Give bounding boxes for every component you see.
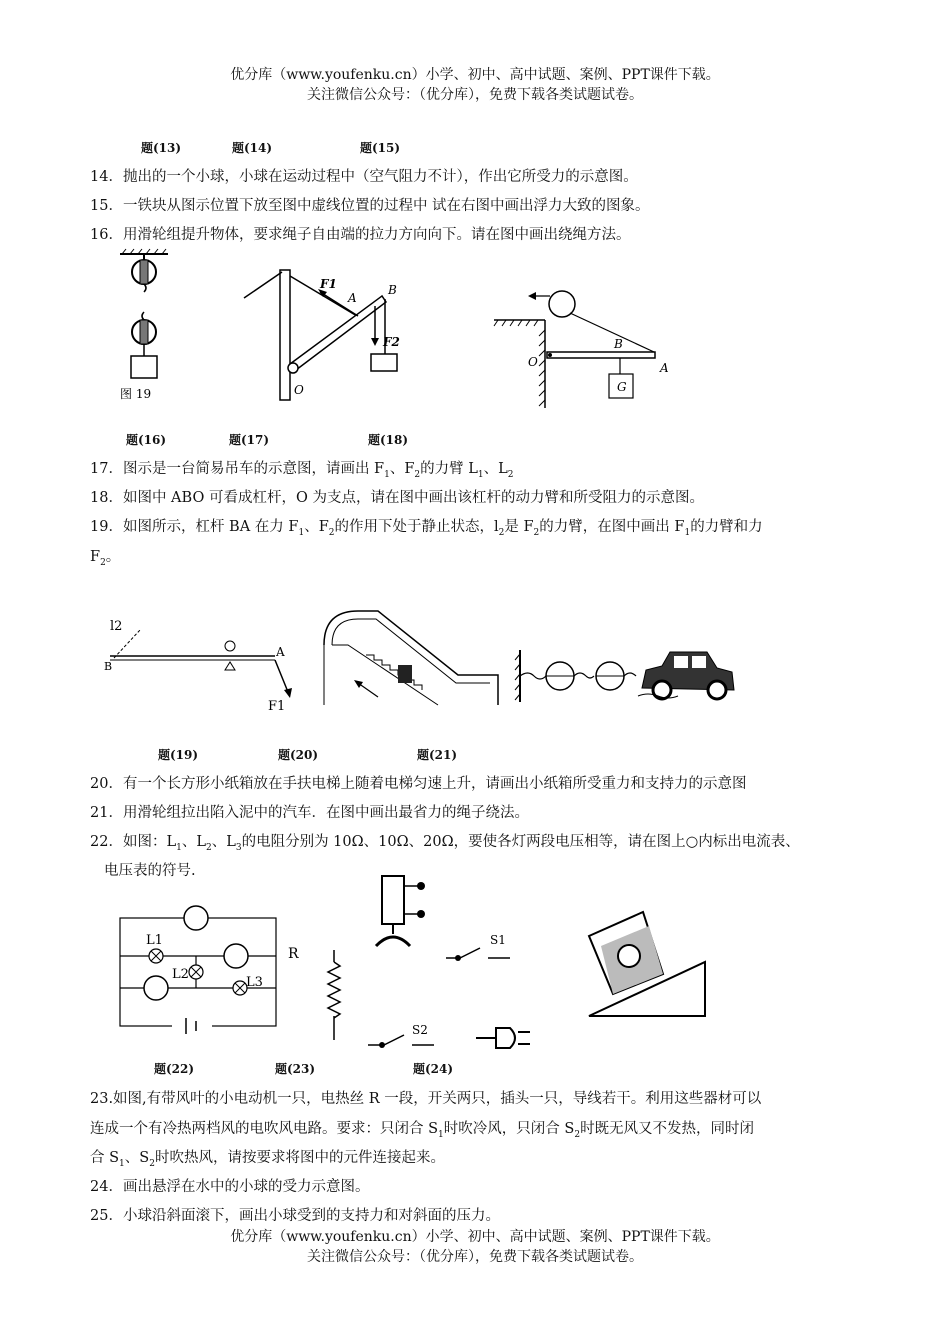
question-14: 14．抛出的一个小球，小球在运动过程中（空气阻力不计），作出它所受力的示意图。 xyxy=(90,169,638,185)
components-figure-23 xyxy=(320,870,540,1055)
caption-q18: 题(18) xyxy=(368,433,409,447)
crane-figure-17 xyxy=(240,262,420,402)
caption-q22: 题(22) xyxy=(154,1062,195,1076)
header-line-1: 优分库（www.youfenku.cn）小学、初中、高中试题、案例、PPT课件下载。 xyxy=(230,67,720,83)
question-23-cont-2: 合 $S_1$、$S_2$时吹热风，请按要求将图中的元件连接起来。 xyxy=(90,1150,445,1169)
escalator-figure-20 xyxy=(318,605,508,710)
question-25: 25．小球沿斜面滚下，画出小球受到的支持力和对斜面的压力。 xyxy=(90,1208,500,1224)
question-22-cont: 电压表的符号. xyxy=(104,863,196,879)
circuit-figure-22 xyxy=(112,900,312,1040)
label-A-19: A xyxy=(276,645,285,659)
question-17: 17．图示是一台简易吊车的示意图，请画出 $F_1$、$F_2$的力臂 $L_1$、$L_2$ xyxy=(90,461,514,480)
caption-q23: 题(23) xyxy=(275,1062,316,1076)
caption-q24: 题(24) xyxy=(413,1062,454,1076)
label-F2: F2 xyxy=(383,335,400,349)
fig19-label: 图 19 xyxy=(120,387,152,401)
label-A: A xyxy=(348,291,357,305)
label-B-19: B xyxy=(104,660,113,673)
label-F1-19: F1 xyxy=(268,699,286,714)
footer-line-2: 关注微信公众号：（优分库），免费下载各类试题试卷。 xyxy=(307,1249,643,1265)
header-line-2: 关注微信公众号：（优分库），免费下载各类试题试卷。 xyxy=(307,87,643,103)
question-19-cont: $F_2$。 xyxy=(90,549,121,568)
question-15: 15．一铁块从图示位置下放至图中虚线位置的过程中 试在右图中画出浮力大致的图象。 xyxy=(90,198,650,214)
caption-q17: 题(17) xyxy=(229,433,270,447)
question-22: 22．如图：$L_1$、$L_2$、$L_3$的电阻分别为 10Ω、10Ω、20Ω，要使各灯两段电压相等，请在图上○内标出电流表、 xyxy=(90,834,800,853)
question-19: 19．如图所示，杠杆 BA 在力 $F_1$、$F_2$的作用下处于静止状态，$l_2$是 $F_2$的力臂，在图中画出 $F_1$的力臂和力 xyxy=(90,519,763,538)
caption-q21: 题(21) xyxy=(417,748,458,762)
question-18: 18．如图中 ABO 可看成杠杆，O 为支点，请在图中画出该杠杆的动力臂和所受阻力的示意图。 xyxy=(90,490,704,506)
car-pulley-figure-21 xyxy=(512,640,742,710)
label-S1: S1 xyxy=(490,933,506,947)
caption-q20: 题(20) xyxy=(278,748,319,762)
label-O: O xyxy=(294,383,304,397)
lever-figure-19 xyxy=(100,612,300,717)
label-R: R xyxy=(288,946,299,962)
caption-q19: 题(19) xyxy=(158,748,199,762)
label-B-18: B xyxy=(614,337,623,351)
question-23-cont-1: 连成一个有冷热两档风的电吹风电路。要求：只闭合 $S_1$时吹冷风，只闭合 $S_2$时既无风又不发热，同时闭 xyxy=(90,1121,755,1140)
label-A-18: A xyxy=(660,361,669,375)
label-L2: L2 xyxy=(172,967,189,982)
label-L3: L3 xyxy=(246,975,263,990)
label-B: B xyxy=(388,283,397,297)
label-l2: l2 xyxy=(110,619,123,634)
label-F1: F1 xyxy=(320,277,337,291)
question-24: 24．画出悬浮在水中的小球的受力示意图。 xyxy=(90,1179,370,1195)
lever-figure-18 xyxy=(490,280,680,410)
caption-q14: 题(14) xyxy=(232,141,273,155)
question-16: 16．用滑轮组提升物体，要求绳子自由端的拉力方向向下。请在图中画出绕绳方法。 xyxy=(90,227,631,243)
question-20: 20．有一个长方形小纸箱放在手扶电梯上随着电梯匀速上升，请画出小纸箱所受重力和支持力的示意图 xyxy=(90,776,747,792)
label-G: G xyxy=(617,380,627,394)
question-23: 23.如图,有带风叶的小电动机一只，电热丝 R 一段，开关两只，插头一只，导线若干。利用这些器材可以 xyxy=(90,1091,762,1107)
label-O-18: O xyxy=(528,355,538,369)
label-S2: S2 xyxy=(412,1023,428,1037)
question-21: 21．用滑轮组拉出陷入泥中的汽车．在图中画出最省力的绳子绕法。 xyxy=(90,805,529,821)
pulley-figure-16 xyxy=(112,248,192,408)
label-L1: L1 xyxy=(146,933,163,948)
caption-q16: 题(16) xyxy=(126,433,167,447)
ball-incline-figure-24 xyxy=(585,908,710,1018)
caption-q13: 题(13) xyxy=(141,141,182,155)
caption-q15: 题(15) xyxy=(360,141,401,155)
footer-line-1: 优分库（www.youfenku.cn）小学、初中、高中试题、案例、PPT课件下载。 xyxy=(230,1229,720,1245)
